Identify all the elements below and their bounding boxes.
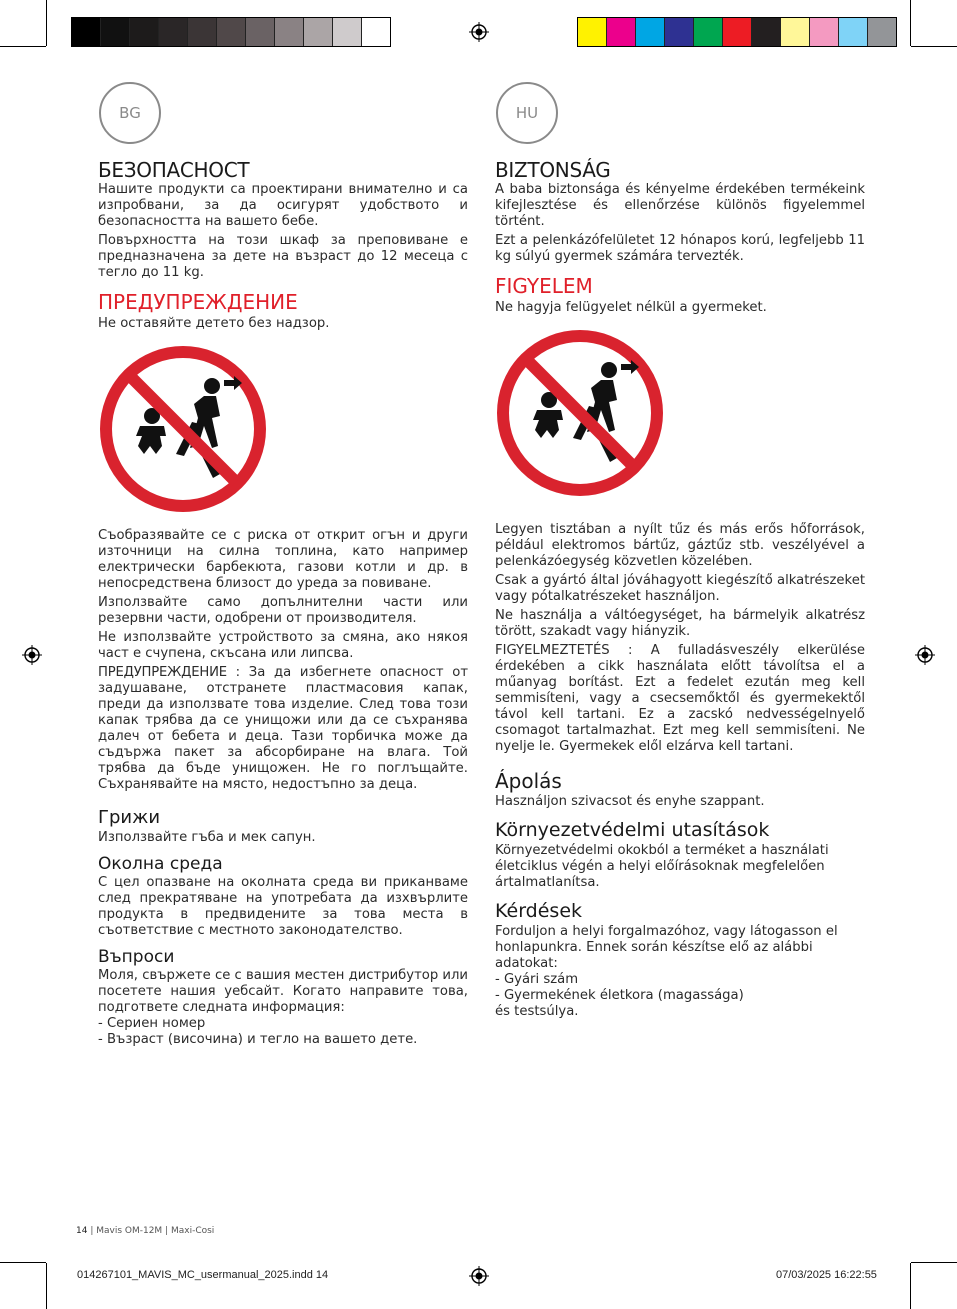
color-swatch: [665, 18, 694, 46]
hu-intro-1: A baba biztonsága és kényelme érdekében termékeink kifejlesztése és ellenőrzése különös figyelemmel történt.: [495, 182, 865, 229]
bg-care-text: Използвайте гъба и мек сапун.: [98, 830, 316, 845]
bg-safety-title: БЕЗОПАСНОСТ: [98, 158, 250, 182]
bg-questions-item-1: - Сериен номер: [98, 1016, 206, 1031]
hu-column: [495, 159, 865, 1023]
hu-environment-text: Környezetvédelmi okokból a terméket a használati életciklus végén a helyi előírásoknak megfelelően ártalmatlanítsa.: [495, 843, 829, 890]
color-swatch: [217, 18, 246, 46]
color-swatch: [72, 18, 101, 46]
bg-suffocation-label: ПРЕДУПРЕЖДЕНИЕ: [98, 665, 227, 680]
registration-mark-icon: [469, 22, 489, 42]
crop-mark: [910, 1263, 911, 1309]
color-swatch: [188, 18, 217, 46]
bg-fire-paragraph: Съобразявайте се с риска от открит огън и други източници на силна топлина, като например електрически барбекюта, газови котли и др. в непосредствена близост до уреда за повиване.: [98, 528, 468, 591]
color-swatch: [101, 18, 130, 46]
color-swatch: [781, 18, 810, 46]
crop-mark: [911, 46, 957, 47]
color-swatch: [607, 18, 636, 46]
hu-care-text: Használjon szivacsot és enyhe szappant.: [495, 794, 765, 809]
hu-warning-title: FIGYELEM: [495, 274, 593, 298]
hu-questions-title: Kérdések: [495, 900, 583, 922]
language-badge-bg: BG: [99, 82, 161, 144]
hu-parts-paragraph: Csak a gyártó által jóváhagyott kiegészítő alkatrészeket vagy pótalkatrészeket használjon.: [495, 573, 865, 604]
color-swatch-bar: [577, 17, 897, 47]
hu-warning-text: Ne hagyja felügyelet nélkül a gyermeket.: [495, 300, 767, 315]
hu-environment-title: Környezetvédelmi utasítások: [495, 819, 770, 841]
bg-questions-title: Въпроси: [98, 947, 175, 967]
crop-mark: [910, 0, 911, 46]
color-swatch: [578, 18, 607, 46]
crop-mark: [911, 1262, 957, 1263]
bg-intro-1: Нашите продукти са проектирани внимателно и са изпробвани, за да осигурят удобството и безопасността на вашето бебе.: [98, 182, 468, 229]
crop-mark: [0, 1262, 46, 1263]
hu-broken-paragraph: Ne használja a váltóegységet, ha bármelyik alkatrész törött, szakadt vagy hiányzik.: [495, 608, 865, 639]
bg-column: [98, 159, 468, 1051]
slug-filename: 014267101_MAVIS_MC_usermanual_2025.indd 14: [77, 1269, 329, 1281]
crop-mark: [0, 46, 46, 47]
hu-suffocation-text: : A fulladásveszély elkerülése érdekében a cikk használata előtt távolítsa el a műanyag borítást. Ezt a fedelet ezután meg kell semmisíteni, vagy a csecsemőktől és gyermekektől távol kell tartani. Ez a zacskó nedvességelnyelő csomagot tartalmazhat. Ezt meg kell semmisíteni. Ne nyelje le. Gyermekek elől elzárva kell tartani.: [495, 643, 865, 754]
color-swatch: [304, 18, 333, 46]
color-swatch: [839, 18, 868, 46]
color-swatch: [130, 18, 159, 46]
color-swatch: [636, 18, 665, 46]
hu-care-title: Ápolás: [495, 769, 562, 793]
page-footer: 14 | Mavis OM-12M | Maxi-Cosi: [76, 1226, 215, 1236]
bg-warning-text: Не оставяйте детето без надзор.: [98, 316, 330, 331]
hu-questions-item-1: - Gyári szám: [495, 972, 579, 987]
hu-safety-title: BIZTONSÁG: [495, 158, 611, 182]
hu-questions-text: Forduljon a helyi forgalmazóhoz, vagy látogasson el honlapunkra. Ennek során készítse elő az alábbi adatokat:: [495, 924, 838, 971]
crop-mark: [46, 1263, 47, 1309]
hu-fire-paragraph: Legyen tisztában a nyílt tűz és más erős hőforrások, például elektromos bártűz, gáztűz stb. veszélyével a pelenkázóegység közvetlen közelében.: [495, 522, 865, 569]
hu-intro-2: Ezt a pelenkázófelületet 12 hónapos korú, legfeljebb 11 kg súlyú gyermek számára tervezték.: [495, 233, 865, 264]
no-unattended-child-sign-icon: [497, 330, 663, 496]
crop-mark: [46, 0, 47, 46]
bg-environment-title: Околна среда: [98, 854, 223, 874]
bg-broken-paragraph: Не използвайте устройството за смяна, ако някоя част е счупена, скъсана или липсва.: [98, 630, 468, 661]
registration-mark-icon: [469, 1266, 489, 1286]
bg-questions-text: Моля, свържете се с вашия местен дистрибутор или посетете нашия уебсайт. Когато направите това, подгответе следната информация:: [98, 968, 468, 1015]
color-swatch: [333, 18, 362, 46]
bg-suffocation-paragraph: [98, 665, 468, 793]
no-unattended-child-sign-icon: [100, 346, 266, 512]
registration-mark-icon: [22, 645, 42, 665]
page-number: 14: [76, 1226, 88, 1236]
footer-brand: Maxi-Cosi: [170, 1226, 215, 1236]
hu-questions-item-2: - Gyermekének életkora (magassága): [495, 988, 744, 1003]
color-swatch: [694, 18, 723, 46]
bg-questions-item-2: - Възраст (височина) и тегло на вашето дете.: [98, 1032, 418, 1047]
color-swatch: [752, 18, 781, 46]
color-swatch: [275, 18, 304, 46]
language-badge-hu: HU: [496, 82, 558, 144]
color-swatch: [362, 18, 390, 46]
bg-intro-2: Повърхността на този шкаф за преповиване е предназначена за дете на възраст до 12 месеца с тегло до 11 kg.: [98, 233, 468, 280]
hu-suffocation-paragraph: [495, 643, 865, 755]
bg-parts-paragraph: Използвайте само допълнителни части или резервни части, одобрени от производителя.: [98, 595, 468, 626]
color-swatch: [159, 18, 188, 46]
bg-suffocation-text: : За да избегнете опасност от задушаване, отстранете пластмасовия капак, преди да използвате това изделие. След това този капак трябва да се унищожи или да се съхранява далеч от бебета и деца. Тази торбичка може да съдържа пакет за абсорбиране на влага. Той трябва да бъде унищожен. Не го поглъщайте. Съхранявайте на място, недостъпно за деца.: [98, 665, 468, 792]
color-swatch: [810, 18, 839, 46]
gray-swatch-bar: [71, 17, 391, 47]
bg-warning-title: ПРЕДУПРЕЖДЕНИЕ: [98, 290, 298, 314]
slug-timestamp: 07/03/2025 16:22:55: [776, 1269, 877, 1281]
hu-questions-item-3: és testsúlya.: [495, 1004, 579, 1019]
color-swatch: [868, 18, 896, 46]
footer-model: Mavis OM-12M: [96, 1226, 163, 1236]
bg-care-title: Грижи: [98, 807, 161, 828]
hu-suffocation-label: FIGYELMEZTETÉS: [495, 643, 610, 658]
registration-mark-icon: [915, 645, 935, 665]
color-swatch: [723, 18, 752, 46]
bg-environment-text: С цел опазване на околната среда ви приканваме след прекратяване на употребата да изхвърлите продукта в предвидените за това места в съответствие с местното законодателство.: [98, 875, 468, 938]
color-swatch: [246, 18, 275, 46]
